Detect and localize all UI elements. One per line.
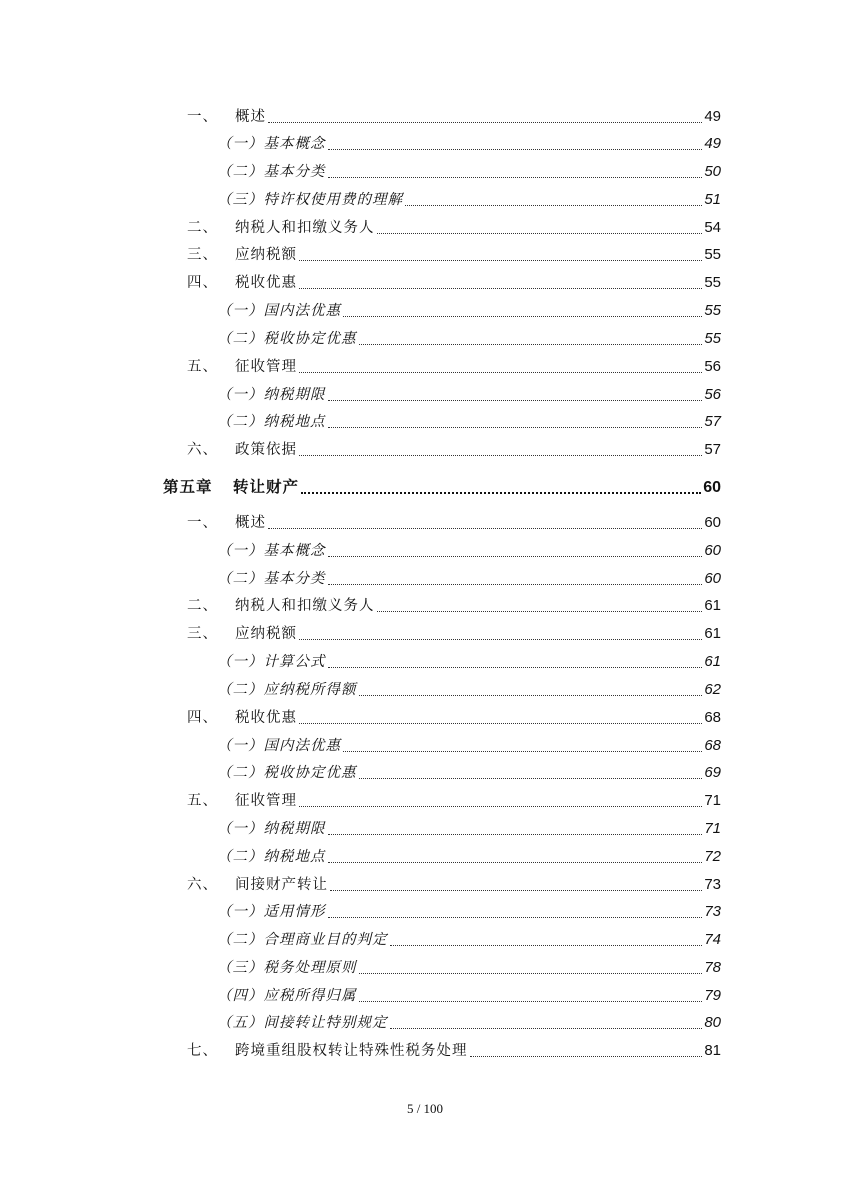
toc-entry-number: 三、	[187, 247, 218, 263]
toc-entry-label	[217, 987, 357, 1005]
dot-leader	[470, 1056, 703, 1057]
toc-entry-label	[217, 135, 326, 153]
toc-entry[interactable]	[217, 848, 721, 866]
toc-entry-label	[187, 246, 297, 264]
toc-entry-page-number: 57	[704, 441, 721, 458]
toc-entry-label	[217, 542, 326, 560]
toc-entry-number: 第五章	[163, 477, 213, 496]
dot-leader	[377, 233, 703, 234]
toc-entry-label	[217, 737, 341, 755]
toc-entry-number: 二、	[187, 220, 218, 236]
toc-entry-label	[217, 653, 326, 671]
toc-entry-title: （二）税收协定优惠	[217, 331, 357, 347]
toc-entry-title: （一）基本概念	[217, 543, 326, 559]
toc-entry-title: 间接财产转让	[235, 877, 328, 893]
toc-entry[interactable]	[187, 219, 721, 237]
toc-entry-title: 概述	[235, 109, 266, 125]
dot-leader	[359, 344, 703, 345]
toc-entry-page-number: 60	[704, 570, 721, 587]
dot-leader	[343, 316, 702, 317]
toc-entry[interactable]	[217, 386, 721, 404]
toc-entry-page-number: 78	[704, 959, 721, 976]
toc-entry-label	[217, 1014, 388, 1032]
toc-entry-label	[187, 597, 375, 615]
toc-entry-title: （二）基本分类	[217, 571, 326, 587]
toc-entry-number: 七、	[187, 1043, 218, 1059]
toc-entry-title: 应纳税额	[235, 626, 297, 642]
toc-entry-label	[187, 625, 297, 643]
toc-chapter-entry[interactable]	[163, 478, 721, 497]
toc-entry-label	[187, 441, 297, 459]
toc-entry[interactable]	[217, 987, 721, 1005]
toc-entry[interactable]	[187, 625, 721, 643]
toc-entry[interactable]	[187, 1042, 721, 1060]
dot-leader	[301, 492, 701, 494]
dot-leader	[328, 667, 703, 668]
toc-entry-page-number: 51	[704, 191, 721, 208]
toc-entry-title: （二）纳税地点	[217, 414, 326, 430]
toc-entry[interactable]	[187, 108, 721, 126]
toc-entry-page-number: 79	[704, 987, 721, 1004]
toc-entry[interactable]	[217, 959, 721, 977]
dot-leader	[268, 122, 702, 123]
toc-entry[interactable]	[187, 514, 721, 532]
toc-entry[interactable]	[187, 441, 721, 459]
toc-entry-page-number: 81	[704, 1042, 721, 1059]
toc-entry-title: （一）适用情形	[217, 904, 326, 920]
toc-entry-page-number: 73	[704, 903, 721, 920]
dot-leader	[328, 584, 703, 585]
toc-entry-page-number: 74	[704, 931, 721, 948]
toc-entry-label	[187, 219, 375, 237]
toc-entry-title: （二）基本分类	[217, 164, 326, 180]
toc-entry[interactable]	[217, 542, 721, 560]
toc-entry-title: （二）应纳税所得额	[217, 682, 357, 698]
toc-entry-label	[217, 163, 326, 181]
toc-entry-title: （二）合理商业目的判定	[217, 932, 388, 948]
toc-entry-label	[217, 191, 403, 209]
toc-entry[interactable]	[187, 792, 721, 810]
toc-entry[interactable]	[187, 358, 721, 376]
dot-leader	[328, 427, 703, 428]
toc-entry[interactable]	[217, 135, 721, 153]
toc-entry-label	[187, 274, 297, 292]
toc-entry[interactable]	[217, 163, 721, 181]
toc-entry-title: 纳税人和扣缴义务人	[235, 598, 375, 614]
toc-entry-title: （一）纳税期限	[217, 821, 326, 837]
dot-leader	[390, 945, 703, 946]
toc-entry-title: （一）基本概念	[217, 136, 326, 152]
toc-entry-label	[187, 1042, 468, 1060]
toc-entry-title: 应纳税额	[235, 247, 297, 263]
toc-entry[interactable]	[217, 1014, 721, 1032]
dot-leader	[268, 528, 702, 529]
dot-leader	[299, 806, 702, 807]
toc-entry-label	[217, 570, 326, 588]
toc-entry-page-number: 50	[704, 163, 721, 180]
toc-entry-page-number: 62	[704, 681, 721, 698]
toc-entry[interactable]	[217, 737, 721, 755]
toc-entry-page-number: 57	[704, 413, 721, 430]
toc-entry[interactable]	[217, 570, 721, 588]
toc-entry-page-number: 61	[704, 597, 721, 614]
toc-entry-page-number: 61	[704, 653, 721, 670]
toc-entry-title: （二）税收协定优惠	[217, 765, 357, 781]
toc-entry[interactable]	[217, 931, 721, 949]
dot-leader	[328, 834, 703, 835]
dot-leader	[299, 260, 702, 261]
dot-leader	[330, 890, 702, 891]
dot-leader	[359, 695, 703, 696]
toc-entry-number: 一、	[187, 515, 218, 531]
toc-entry-page-number: 55	[704, 330, 721, 347]
toc-entry[interactable]	[187, 876, 721, 894]
toc-entry-title: （三）特许权使用费的理解	[217, 192, 403, 208]
toc-entry-number: 六、	[187, 877, 218, 893]
dot-leader	[328, 400, 703, 401]
toc-entry-label	[217, 848, 326, 866]
toc-entry-label	[217, 764, 357, 782]
toc-entry-label	[187, 108, 266, 126]
toc-entry-page-number: 56	[704, 358, 721, 375]
toc-entry-title: 征收管理	[235, 359, 297, 375]
toc-entry-page-number: 72	[704, 848, 721, 865]
page-indicator: 5 / 100	[406, 1101, 444, 1116]
dot-leader	[299, 288, 702, 289]
toc-entry-page-number: 71	[704, 820, 721, 837]
dot-leader	[328, 177, 703, 178]
toc-entry-label	[163, 478, 299, 496]
toc-entry-title: （一）国内法优惠	[217, 738, 341, 754]
toc-entry-label	[217, 903, 326, 921]
toc-entry-title: 征收管理	[235, 793, 297, 809]
dot-leader	[390, 1028, 703, 1029]
toc-entry-label	[217, 302, 341, 320]
toc-entry[interactable]	[217, 413, 721, 431]
toc-entry-page-number: 68	[704, 709, 721, 726]
toc-entry[interactable]	[217, 681, 721, 699]
toc-entry-page-number: 54	[704, 219, 721, 236]
toc-entry-title: 税收优惠	[235, 275, 297, 291]
toc-entry-label	[217, 413, 326, 431]
page-footer	[0, 1101, 850, 1117]
toc-entry-label	[187, 514, 266, 532]
dot-leader	[359, 1001, 703, 1002]
toc-entry-title: （五）间接转让特别规定	[217, 1015, 388, 1031]
toc-entry-title: （一）计算公式	[217, 654, 326, 670]
toc-entry-page-number: 68	[704, 737, 721, 754]
toc-entry-page-number: 49	[704, 135, 721, 152]
toc-entry-page-number: 56	[704, 386, 721, 403]
toc-entry-title: （一）国内法优惠	[217, 303, 341, 319]
toc-entry-label	[187, 792, 297, 810]
toc-entry-page-number: 80	[704, 1014, 721, 1031]
dot-leader	[328, 149, 703, 150]
toc-entry[interactable]	[187, 709, 721, 727]
toc-entry-title: （二）纳税地点	[217, 849, 326, 865]
dot-leader	[328, 862, 703, 863]
toc-entry[interactable]	[217, 330, 721, 348]
toc-entry-label	[217, 681, 357, 699]
toc-entry-label	[217, 330, 357, 348]
toc-entry-number: 四、	[187, 275, 218, 291]
toc-entry[interactable]	[217, 653, 721, 671]
toc-entry-page-number: 60	[704, 542, 721, 559]
toc-entry-title: （三）税务处理原则	[217, 960, 357, 976]
toc-entry[interactable]	[187, 597, 721, 615]
toc-entry-label	[187, 876, 328, 894]
dot-leader	[299, 372, 702, 373]
dot-leader	[328, 917, 703, 918]
toc-entry-number: 二、	[187, 598, 218, 614]
toc-entry-title: 跨境重组股权转让特殊性税务处理	[235, 1043, 468, 1059]
dot-leader	[299, 455, 702, 456]
toc-entry-page-number: 60	[704, 514, 721, 531]
dot-leader	[377, 611, 703, 612]
toc-entry-title: 税收优惠	[235, 710, 297, 726]
dot-leader	[405, 205, 702, 206]
toc-entry[interactable]	[187, 274, 721, 292]
toc-entry-label	[217, 931, 388, 949]
dot-leader	[359, 973, 703, 974]
toc-entry-page-number: 60	[703, 479, 721, 496]
toc-entry-page-number: 55	[704, 246, 721, 263]
toc-entry[interactable]	[217, 302, 721, 320]
toc-entry-title: （一）纳税期限	[217, 387, 326, 403]
toc-entry[interactable]	[187, 246, 721, 264]
toc-entry-number: 五、	[187, 793, 218, 809]
toc-entry-label	[217, 820, 326, 838]
toc-entry-page-number: 61	[704, 625, 721, 642]
toc-entry[interactable]	[217, 191, 721, 209]
toc-entry-label	[187, 358, 297, 376]
toc-entry[interactable]	[217, 903, 721, 921]
toc-entry-number: 五、	[187, 359, 218, 375]
toc-entry-title: 概述	[235, 515, 266, 531]
dot-leader	[359, 778, 703, 779]
toc-entry-number: 四、	[187, 710, 218, 726]
toc-entry[interactable]	[217, 820, 721, 838]
toc-entry[interactable]	[217, 764, 721, 782]
toc-entry-page-number: 49	[704, 108, 721, 125]
dot-leader	[343, 751, 702, 752]
toc-entry-title: 政策依据	[235, 442, 297, 458]
toc-entry-label	[217, 959, 357, 977]
dot-leader	[299, 723, 702, 724]
dot-leader	[328, 556, 703, 557]
toc-entry-number: 一、	[187, 109, 218, 125]
toc-entry-page-number: 55	[704, 274, 721, 291]
toc-entry-label	[187, 709, 297, 727]
toc-entry-number: 六、	[187, 442, 218, 458]
toc-entry-page-number: 71	[704, 792, 721, 809]
dot-leader	[299, 639, 702, 640]
toc-entry-label	[217, 386, 326, 404]
toc-entry-page-number: 73	[704, 876, 721, 893]
toc-entry-title: （四）应税所得归属	[217, 988, 357, 1004]
toc-entry-page-number: 55	[704, 302, 721, 319]
toc-entry-number: 三、	[187, 626, 218, 642]
toc-entry-title: 转让财产	[233, 477, 300, 496]
toc-entry-title: 纳税人和扣缴义务人	[235, 220, 375, 236]
toc-entry-page-number: 69	[704, 764, 721, 781]
